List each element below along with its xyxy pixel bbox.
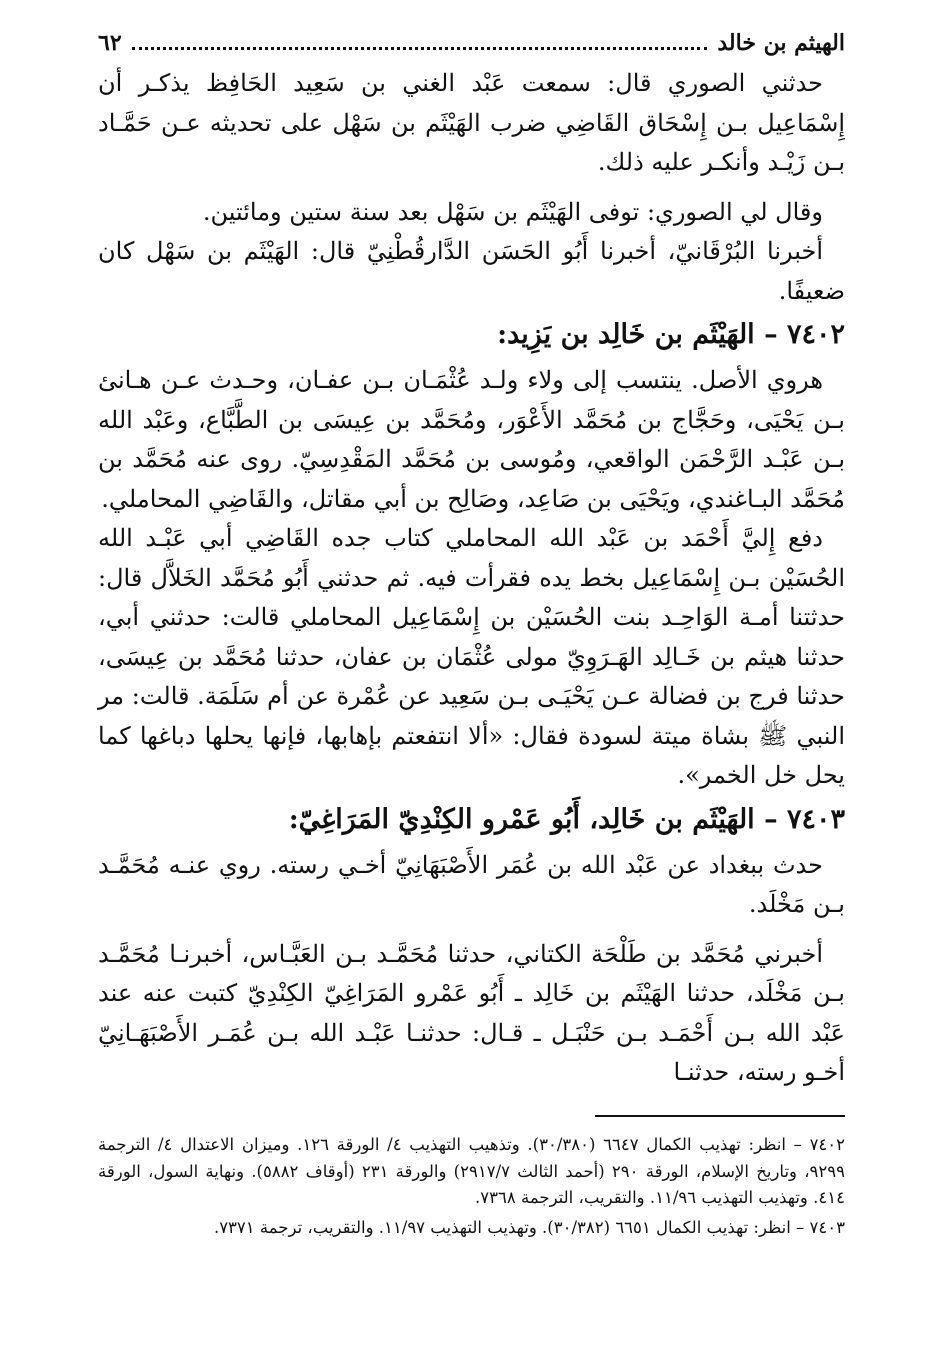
paragraph: حدث ببغداد عن عَبْد الله بن عُمَر الأَصْبَهَانِيّ أخـي رسته. روي عنـه مُحَمَّـد بـن مَخْلَد. <box>98 850 845 918</box>
paragraph: أخبرنا البُرْقَانيّ، أخبرنا أَبُو الحَسَن الدَّارقُطْنِيّ قال: الهَيْثَم بن سَهْل كان ضعيفًا. <box>98 237 845 305</box>
footnote: ٧٤٠٢ – انظر: تهذيب الكمال ٦٦٤٧ (٣٠/٣٨٠). وتذهيب التهذيب ٤/ الورقة ١٢٦. وميزان الاعتدال ٤/ الترجمة ٩٢٩٩، وتاريخ الإسلام، الورقة ٢٩٠ (أحمد الثالث ٢٩١٧/٧) والورقة ٢٣١ (أوقاف ٥٨٨٢). ونهاية السول، الورقة ٤١٤. وتهذيب التهذيب ١١/٩٦. والتقريب، الترجمة ٧٣٦٨. <box>98 1135 846 1207</box>
footnote: ٧٤٠٣ – انظر: تهذيب الكمال ٦٦٥١ (٣٠/٣٨٢). وتهذيب التهذيب ١١/٩٧. والتقريب، ترجمة ٧٣٧١. <box>213 1217 845 1237</box>
footnotes <box>98 1132 845 1244</box>
running-header <box>98 26 845 64</box>
paragraph: هروي الأصل. ينتسب إلى ولاء ولـد عُثْمَـان بـن عفـان، وحـدث عـن هـانئ بـن يَحْيَى، وحَجَّاج بن مُحَمَّد الأَعْوَر، ومُحَمَّد بن عِيسَى بن الطَّبَّاع، وعَبْد الله بـن عَبْـد الرَّحْمَن الواقعي، ومُوسى بن مُحَمَّد المَقْدِسِيّ. روى عنه مُحَمَّد بن مُحَمَّد البـاغندي، ويَحْيَى بن صَاعِد، وصَالِح بن أبي مقاتل، والقَاضِي المحاملي. <box>98 366 845 513</box>
footnote-divider <box>595 1115 845 1117</box>
paragraph: دفع إِليَّ أَحْمَد بن عَبْد الله المحاملي كتاب جده القَاضِي أبي عَبْـد الله الحُسَيْن بـن إِسْمَاعِيل بخط يده فقرأت فيه. ثم حدثني أَبُو مُحَمَّد الخَلاَّل قال: حدثتنا أمـة الوَاحِـد بنت الحُسَيْن بن إِسْمَاعِيل المحاملي قالت: حدثني أبي، حدثنا هيثم بن خَـالِد الهَـرَوِيّ مولى عُثْمَان بن عفان، حدثنا مُحَمَّد بن عِيسَى، حدثنا فرج بن فضالة عـن يَحْيَـى بـن سَعِيد عن عُمْرة عن أم سَلَمَة. قالت: مر النبي ﷺ بشاة ميتة لسودة فقال: «ألا انتفعتم بإهابها، فإنها يحلها دباغها كما يحل خل الخمر». <box>98 524 845 789</box>
running-title: الهيثم بن خالد <box>717 30 845 56</box>
paragraph: أخبرني مُحَمَّد بن طَلْحَة الكتاني، حدثنا مُحَمَّـد بـن العَبَّـاس، أخبرنـا مُحَمَّـد بـن مَخْلَد، حدثنا الهَيْثَم بن خَالِد ـ أَبُو عَمْرو المَرَاغِيّ الكِنْدِيّ كتبت عنه عند عَبْد الله بـن أَحْمَـد بـن حَنْبَـل ـ قـال: حدثنـا عَبْـد الله بـن عُمَـر الأَصْبَهَـانِيّ أخـو رسته، حدثنـا <box>98 939 845 1086</box>
paragraph: وقال لي الصوري: توفى الهَيْثَم بن سَهْل بعد سنة ستين ومائتين. <box>202 197 823 226</box>
paragraph: حدثني الصوري قال: سمعت عَبْد الغني بن سَعِيد الحَافِظ يذكـر أن إِسْمَاعِيل بـن إِسْحَاق القَاضِي ضرب الهَيْثَم بن سَهْل على تحديثه عـن حَمَّـاد بـن زَيْـد وأنكـر عليه ذلك. <box>98 69 845 176</box>
entry-heading: ٧٤٠٣ – الهَيْثَم بن خَالِد، أَبُو عَمْرو الكِنْدِيّ المَرَاغِيّ: <box>288 803 845 835</box>
header-dotted-leader <box>132 31 708 50</box>
entry-heading: ٧٤٠٢ – الهَيْثَم بن خَالِد بن يَزِيد: <box>497 319 845 350</box>
page-number: ٦٢ <box>98 30 122 56</box>
